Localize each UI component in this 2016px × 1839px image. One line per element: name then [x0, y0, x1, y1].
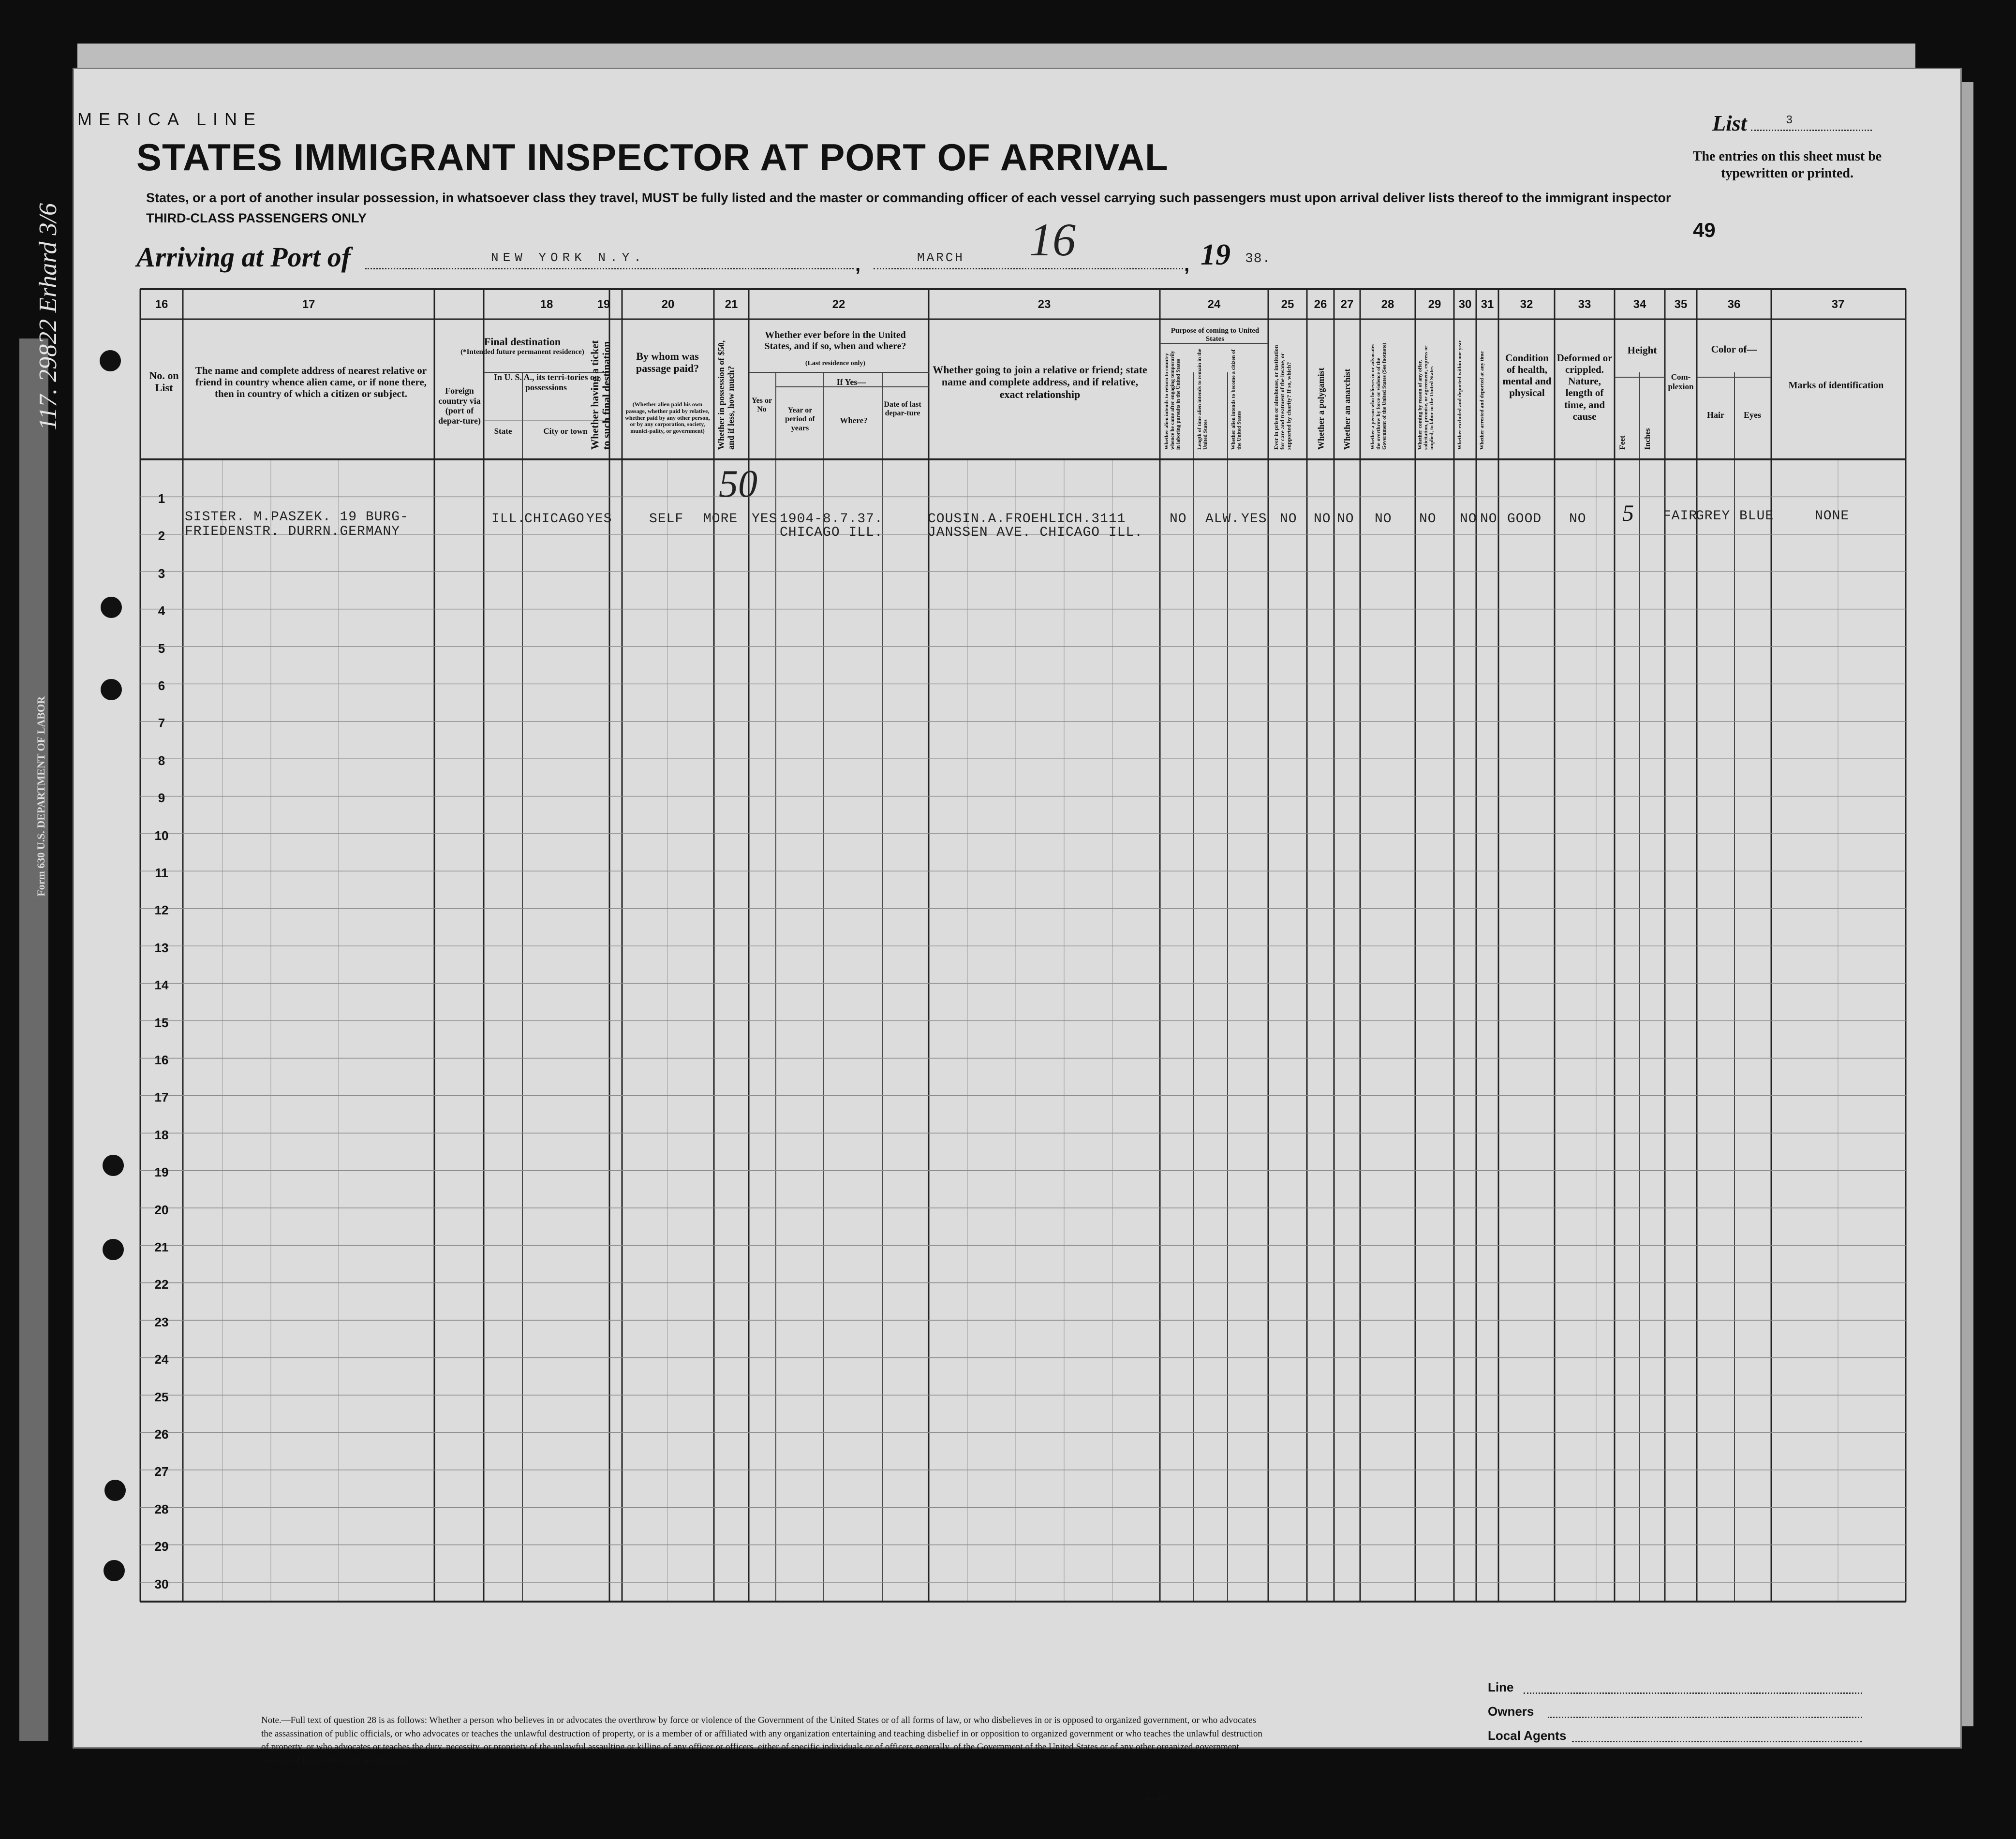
- header-where: Where?: [840, 416, 868, 425]
- month-value: MARCH: [917, 250, 965, 265]
- column-number: 24: [1207, 298, 1221, 311]
- entry-purpose-a: NO: [1170, 512, 1187, 527]
- header-condition: Condition of health, mental and physical: [1502, 352, 1552, 399]
- entry-money-handwritten: 50: [719, 463, 757, 505]
- entry-deformed: NO: [1569, 512, 1586, 527]
- header-height: Height: [1627, 344, 1657, 356]
- entry-prison: NO: [1280, 512, 1297, 527]
- entry-q29: NO: [1419, 512, 1437, 527]
- entry-paid-by: SELF: [649, 512, 684, 527]
- punch-hole: [101, 679, 122, 700]
- column-number: 16: [155, 298, 168, 311]
- entry-q31: NO: [1480, 512, 1497, 527]
- form-code: 14—480: [1141, 1795, 1170, 1803]
- comma-2: ,: [1184, 254, 1190, 275]
- row-number: 1: [158, 491, 165, 506]
- row-number: 16: [154, 1053, 169, 1067]
- row-number: 28: [154, 1501, 169, 1516]
- row-number: 20: [154, 1202, 169, 1217]
- entry-year-period: 1904-8.7.37.: [780, 512, 883, 527]
- header-purpose: Purpose of coming to United States: [1171, 327, 1260, 343]
- header-q31: Whether arrested and deported at any time: [1479, 351, 1485, 450]
- sheet-number: 49: [1693, 219, 1716, 241]
- footer-line-label: Line: [1488, 1680, 1514, 1694]
- header-complexion: Com-plexion: [1668, 372, 1694, 391]
- row-number: 5: [158, 641, 165, 656]
- header-q28: Whether a person who believes in or advocates the overthrow by force or violence of the Government of the United States (See footnote): [1370, 342, 1388, 450]
- punch-hole: [104, 1560, 125, 1581]
- column-number: 22: [832, 298, 845, 311]
- header-hair: Hair: [1707, 410, 1724, 420]
- entry-joining-line1: COUSIN.A.FROEHLICH.3111: [928, 512, 1126, 527]
- row-number: 27: [154, 1464, 169, 1479]
- punch-hole: [101, 597, 122, 618]
- header-joining: Whether going to join a relative or friend; state name and complete address, and if relative, exact relationship: [933, 364, 1147, 400]
- header-q30: Whether excluded and deported within one year: [1457, 340, 1463, 450]
- entry-ticket: YES: [586, 512, 612, 527]
- header-purpose-a: Whether alien intends to return to country whence he came after engaging temporarily in laboring pursuits in the United States: [1164, 351, 1182, 450]
- arriving-label: Arriving at Port of: [136, 241, 351, 273]
- row-number: 12: [154, 903, 169, 918]
- entry-anarchist: NO: [1337, 512, 1354, 527]
- row-number: 10: [154, 828, 169, 843]
- header-polygamist: Whether a polygamist: [1316, 368, 1326, 450]
- subtitle: States, or a port of another insular possession, in whatsoever class they travel, MUST be fully listed and the master or commanding officer of each vessel carrying such passengers must upon arrival deliver lists thereof to the immigrant inspector: [146, 191, 1671, 205]
- footer-line-underline: [1524, 1692, 1862, 1694]
- row-number: 6: [158, 678, 165, 693]
- footer-owners-label: Owners: [1488, 1704, 1534, 1719]
- entry-city: CHICAGO: [524, 512, 585, 527]
- column-number: 31: [1481, 298, 1494, 311]
- column-number: 35: [1674, 298, 1688, 311]
- row-number: 2: [158, 529, 165, 544]
- row-number: 24: [154, 1352, 169, 1367]
- entry-purpose-c: YES: [1241, 512, 1267, 527]
- header-by-whom-note: (Whether alien paid his own passage, whether paid by relative, whether paid by any other person, or by any corporation, society, munici-pality, or government): [625, 401, 710, 435]
- header-final-destination: Final destination: [484, 336, 561, 348]
- header-yes-no: Yes or No: [751, 397, 772, 414]
- column-number: 17: [302, 298, 315, 311]
- row-number: 30: [154, 1576, 169, 1591]
- header-feet: Feet: [1618, 435, 1627, 450]
- margin-handwriting: 117. 29822 Erhard 3/6: [34, 203, 62, 430]
- year-suffix: 38.: [1245, 251, 1271, 266]
- entry-marks: NONE: [1815, 509, 1850, 524]
- header-ticket: Whether having a ticket to such final destination: [589, 340, 613, 450]
- column-number: 19: [597, 298, 610, 311]
- column-number: 20: [661, 298, 675, 311]
- entry-money: MORE: [703, 512, 738, 527]
- year-prefix: 19: [1201, 238, 1230, 271]
- header-in-usa: In U. S. A., its terri-tories or possessions: [494, 372, 598, 392]
- column-number: 28: [1381, 298, 1394, 311]
- column-number: 30: [1458, 298, 1472, 311]
- list-number: 3: [1786, 114, 1794, 127]
- header-final-destination-note: (*Intended future permanent residence): [460, 348, 584, 356]
- entry-state: ILL.: [491, 512, 526, 527]
- row-number: 9: [158, 791, 165, 806]
- header-q29: Whether coming by reason of any offer, solicitation, promise, or agreement, express or implied, to labor in the United States: [1417, 345, 1435, 450]
- header-prison: Ever in prison or almshouse, or institution for care and treatment of the insane, or supported by charity? If so, which?: [1273, 345, 1292, 450]
- class-line: THIRD-CLASS PASSENGERS ONLY: [146, 211, 367, 225]
- row-number: 14: [154, 978, 169, 993]
- header-inches: Inches: [1644, 428, 1652, 450]
- entry-where: CHICAGO ILL.: [780, 525, 883, 540]
- day-handwritten: 16: [1029, 214, 1076, 265]
- row-number: 13: [154, 940, 169, 955]
- entry-relative-line1: SISTER. M.PASZEK. 19 BURG-: [185, 510, 409, 525]
- entry-eyes: BLUE: [1739, 509, 1774, 524]
- header-deformed: Deformed or crippled. Nature, length of time, and cause: [1556, 352, 1613, 422]
- entries-note: The entries on this sheet must be typewritten or printed.: [1692, 149, 1882, 181]
- header-relative: The name and complete address of nearest relative or friend in country whence alien came, or if none there, then in country of which a citizen or subject.: [195, 365, 427, 400]
- row-number: 3: [158, 566, 165, 581]
- column-number: 29: [1428, 298, 1441, 311]
- entry-condition: GOOD: [1507, 512, 1542, 527]
- row-number: 23: [154, 1314, 169, 1329]
- column-number: 33: [1578, 298, 1591, 311]
- entry-complexion: FAIR: [1663, 509, 1698, 524]
- page-title: STATES IMMIGRANT INSPECTOR AT PORT OF ARRIVAL: [136, 136, 1169, 178]
- header-marks: Marks of identification: [1788, 380, 1884, 391]
- entry-q30: NO: [1460, 512, 1477, 527]
- entry-polygamist: NO: [1314, 512, 1331, 527]
- punch-hole: [103, 1155, 124, 1176]
- header-year-period: Year or period of years: [785, 406, 815, 432]
- header-foreign-country: Foreign country via (port of depar-ture): [438, 386, 481, 426]
- row-number: 25: [154, 1389, 169, 1404]
- header-purpose-b: Length of time alien intends to remain in the United States: [1197, 349, 1209, 450]
- header-no: No. on List: [149, 369, 179, 394]
- entry-feet: 5: [1622, 500, 1634, 526]
- header-color-of: Color of—: [1711, 343, 1757, 355]
- column-number: 26: [1314, 298, 1327, 311]
- entry-relative-line2: FRIEDENSTR. DURRN.GERMANY: [185, 524, 400, 539]
- header-city: City or town: [543, 427, 588, 436]
- row-number: 7: [158, 716, 165, 731]
- entry-ever-before: YES: [752, 512, 778, 527]
- row-number: 19: [154, 1165, 169, 1180]
- port-value: NEW YORK N.Y.: [491, 250, 646, 265]
- comma-1: ,: [855, 254, 861, 275]
- entry-q28: NO: [1375, 512, 1392, 527]
- row-number: 26: [154, 1427, 169, 1442]
- row-number: 8: [158, 753, 165, 768]
- column-number: 25: [1281, 298, 1294, 311]
- column-number: 23: [1038, 298, 1051, 311]
- header-date-departure: Date of last depar-ture: [884, 400, 921, 418]
- punch-hole: [100, 350, 121, 371]
- row-number: 29: [154, 1539, 169, 1554]
- column-number: 36: [1727, 298, 1741, 311]
- row-number: 17: [154, 1090, 169, 1105]
- row-number: 21: [154, 1240, 169, 1254]
- header-by-whom: By whom was passage paid?: [636, 350, 699, 375]
- header-eyes: Eyes: [1744, 410, 1761, 420]
- punch-hole: [104, 1480, 126, 1501]
- footnote: Note.—Full text of question 28 is as follows: Whether a person who believes in or advocates the overthrow by force or violence of the Government of the United States or of all forms of law, or who disbelieves in or is opposed to organized government, or who advocates the assassination of public officials, or who advocates or teaches the unlawful destruction of property, or is a member of or affiliated with any organization entertaining and teaching disbelief in or opposition to organized government or who teaches the unlawful destruction of property, or who advocates or teaches the duty, necessity, or propriety of the unlawful assaulting or killing of any officer or officers, either of specific individuals or of officers generally, of the Government of the United States or of any other organized government because of his or their official character.: [261, 1715, 1262, 1765]
- header-ever-before: Whether ever before in the United States, and if so, when and where?: [764, 330, 906, 352]
- list-label: List: [1712, 111, 1747, 135]
- footer-owners-underline: [1548, 1717, 1862, 1718]
- footer-agents-underline: [1572, 1741, 1862, 1742]
- column-number: 27: [1340, 298, 1354, 311]
- row-number: 11: [155, 866, 168, 880]
- footer-agents-label: Local Agents: [1488, 1728, 1567, 1743]
- row-number: 22: [154, 1277, 169, 1292]
- header-purpose-c: Whether alien intends to become a citizen of the United States: [1230, 349, 1243, 450]
- column-number: 34: [1633, 298, 1646, 311]
- entry-joining-line2: JANSSEN AVE. CHICAGO ILL.: [928, 525, 1143, 540]
- column-number: 37: [1831, 298, 1845, 311]
- header-state: State: [494, 427, 512, 436]
- entry-purpose-b: ALW.: [1205, 512, 1240, 527]
- row-number: 18: [154, 1127, 169, 1142]
- header-if-yes: If Yes—: [836, 377, 866, 387]
- row-number: 15: [154, 1015, 169, 1030]
- header-money: Whether in possession of $50, and if less, how much?: [716, 340, 736, 450]
- column-number: 21: [725, 298, 738, 311]
- entry-hair: GREY: [1696, 509, 1731, 524]
- punch-hole: [103, 1239, 124, 1260]
- header-anarchist: Whether an anarchist: [1342, 368, 1352, 450]
- line-name: MERICA LINE: [77, 109, 263, 129]
- header-last-residence: (Last residence only): [805, 360, 866, 367]
- column-number: 32: [1520, 298, 1533, 311]
- column-number: 18: [540, 298, 553, 311]
- row-number: 4: [158, 603, 165, 618]
- form-label: Form 630 U.S. DEPARTMENT OF LABOR: [35, 696, 47, 897]
